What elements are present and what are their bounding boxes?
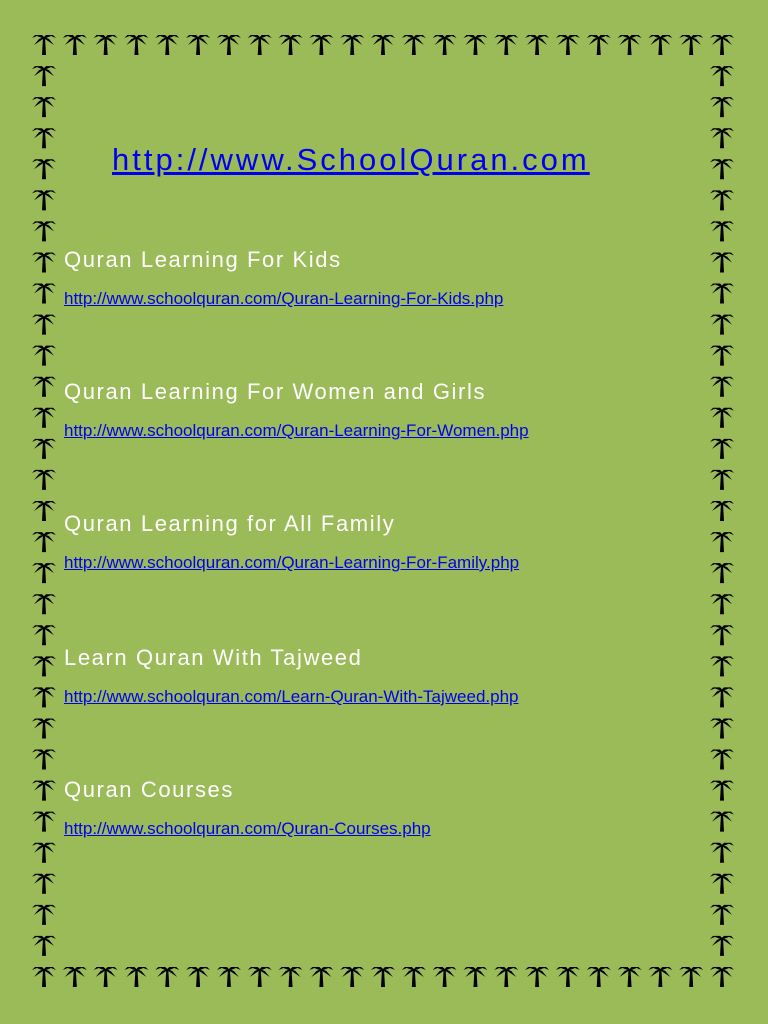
- palm-tree-icon: [710, 781, 734, 801]
- palm-tree-icon: [710, 128, 734, 148]
- palm-tree-icon: [710, 35, 734, 55]
- palm-tree-icon: [32, 874, 56, 894]
- section-title: Quran Learning for All Family: [64, 511, 396, 536]
- palm-tree-icon: [433, 967, 457, 987]
- palm-tree-icon: [186, 967, 210, 987]
- palm-tree-icon: [710, 315, 734, 335]
- palm-tree-icon: [402, 35, 426, 55]
- palm-tree-icon: [279, 967, 303, 987]
- palm-tree-icon: [32, 905, 56, 925]
- section-women: [64, 379, 529, 441]
- palm-tree-icon: [710, 532, 734, 552]
- palm-tree-icon: [279, 35, 303, 55]
- palm-tree-icon: [309, 35, 333, 55]
- palm-tree-icon: [248, 967, 272, 987]
- palm-tree-icon: [679, 967, 703, 987]
- palm-tree-icon: [186, 35, 210, 55]
- palm-tree-icon: [648, 967, 672, 987]
- palm-tree-icon: [494, 967, 518, 987]
- palm-tree-icon: [63, 35, 87, 55]
- section-title: Quran Learning For Kids: [64, 247, 342, 272]
- palm-tree-icon: [710, 936, 734, 956]
- palm-tree-icon: [710, 812, 734, 832]
- section-courses: [64, 777, 431, 839]
- palm-tree-icon: [556, 967, 580, 987]
- palm-tree-icon: [32, 221, 56, 241]
- palm-tree-icon: [433, 35, 457, 55]
- palm-tree-icon: [710, 905, 734, 925]
- palm-tree-icon: [710, 284, 734, 304]
- section-link[interactable]: http://www.schoolquran.com/Learn-Quran-With-Tajweed.php: [64, 687, 519, 706]
- palm-tree-icon: [32, 563, 56, 583]
- palm-tree-icon: [32, 252, 56, 272]
- section-tajweed: [64, 645, 519, 707]
- section-family: [64, 511, 519, 573]
- palm-tree-icon: [648, 35, 672, 55]
- palm-tree-icon: [710, 252, 734, 272]
- palm-tree-icon: [710, 159, 734, 179]
- section-title: Learn Quran With Tajweed: [64, 645, 363, 670]
- palm-tree-icon: [32, 843, 56, 863]
- palm-tree-icon: [32, 687, 56, 707]
- palm-tree-icon: [710, 967, 734, 987]
- palm-tree-icon: [710, 346, 734, 366]
- section-link[interactable]: http://www.schoolquran.com/Quran-Learning-For-Family.php: [64, 553, 520, 572]
- palm-tree-icon: [32, 625, 56, 645]
- palm-tree-icon: [32, 936, 56, 956]
- palm-tree-icon: [32, 532, 56, 552]
- palm-tree-icon: [710, 408, 734, 428]
- palm-tree-icon: [217, 35, 241, 55]
- palm-tree-icon: [32, 656, 56, 676]
- palm-tree-icon: [94, 35, 118, 55]
- palm-tree-icon: [710, 470, 734, 490]
- palm-tree-icon: [710, 625, 734, 645]
- palm-tree-icon: [32, 377, 56, 397]
- palm-tree-icon: [525, 967, 549, 987]
- palm-tree-icon: [94, 967, 118, 987]
- palm-tree-icon: [217, 967, 241, 987]
- palm-tree-icon: [32, 190, 56, 210]
- palm-tree-icon: [463, 967, 487, 987]
- palm-tree-icon: [32, 159, 56, 179]
- palm-tree-icon: [710, 377, 734, 397]
- palm-tree-icon: [32, 439, 56, 459]
- palm-tree-icon: [340, 967, 364, 987]
- palm-tree-icon: [618, 35, 642, 55]
- palm-tree-icon: [32, 284, 56, 304]
- palm-tree-icon: [710, 97, 734, 117]
- palm-tree-icon: [155, 35, 179, 55]
- palm-tree-icon: [155, 967, 179, 987]
- palm-tree-icon: [710, 687, 734, 707]
- palm-tree-icon: [32, 346, 56, 366]
- palm-tree-icon: [124, 967, 148, 987]
- main-site-link[interactable]: http://www.SchoolQuran.com: [112, 142, 590, 177]
- palm-tree-icon: [525, 35, 549, 55]
- palm-tree-icon: [32, 967, 56, 987]
- palm-tree-icon: [710, 656, 734, 676]
- section-kids: [64, 247, 503, 309]
- palm-tree-icon: [124, 35, 148, 55]
- palm-tree-icon: [32, 315, 56, 335]
- section-link[interactable]: http://www.schoolquran.com/Quran-Learning-For-Kids.php: [64, 289, 504, 308]
- palm-tree-icon: [32, 97, 56, 117]
- palm-tree-icon: [32, 750, 56, 770]
- section-link[interactable]: http://www.schoolquran.com/Quran-Courses.php: [64, 819, 431, 838]
- palm-tree-icon: [32, 35, 56, 55]
- palm-tree-icon: [32, 470, 56, 490]
- palm-tree-icon: [309, 967, 333, 987]
- palm-tree-icon: [32, 128, 56, 148]
- palm-tree-icon: [587, 967, 611, 987]
- palm-tree-icon: [710, 843, 734, 863]
- section-title: Quran Courses: [64, 777, 234, 802]
- palm-tree-icon: [710, 718, 734, 738]
- palm-tree-icon: [710, 874, 734, 894]
- palm-tree-icon: [710, 221, 734, 241]
- palm-tree-icon: [556, 35, 580, 55]
- section-link[interactable]: http://www.schoolquran.com/Quran-Learning-For-Women.php: [64, 421, 529, 440]
- palm-tree-icon: [32, 594, 56, 614]
- palm-tree-icon: [494, 35, 518, 55]
- palm-tree-icon: [710, 501, 734, 521]
- palm-tree-icon: [32, 812, 56, 832]
- palm-tree-icon: [710, 594, 734, 614]
- palm-tree-icon: [710, 439, 734, 459]
- section-title: Quran Learning For Women and Girls: [64, 379, 487, 404]
- palm-tree-icon: [32, 66, 56, 86]
- palm-tree-icon: [32, 501, 56, 521]
- palm-tree-icon: [463, 35, 487, 55]
- palm-tree-icon: [371, 967, 395, 987]
- palm-tree-icon: [710, 66, 734, 86]
- palm-tree-icon: [371, 35, 395, 55]
- palm-tree-icon: [710, 190, 734, 210]
- palm-tree-icon: [32, 718, 56, 738]
- palm-tree-icon: [587, 35, 611, 55]
- palm-tree-icon: [402, 967, 426, 987]
- palm-tree-icon: [679, 35, 703, 55]
- palm-tree-icon: [710, 563, 734, 583]
- palm-tree-icon: [63, 967, 87, 987]
- palm-tree-icon: [32, 408, 56, 428]
- palm-tree-icon: [248, 35, 272, 55]
- palm-tree-icon: [32, 781, 56, 801]
- palm-tree-icon: [710, 750, 734, 770]
- palm-tree-icon: [618, 967, 642, 987]
- palm-tree-icon: [340, 35, 364, 55]
